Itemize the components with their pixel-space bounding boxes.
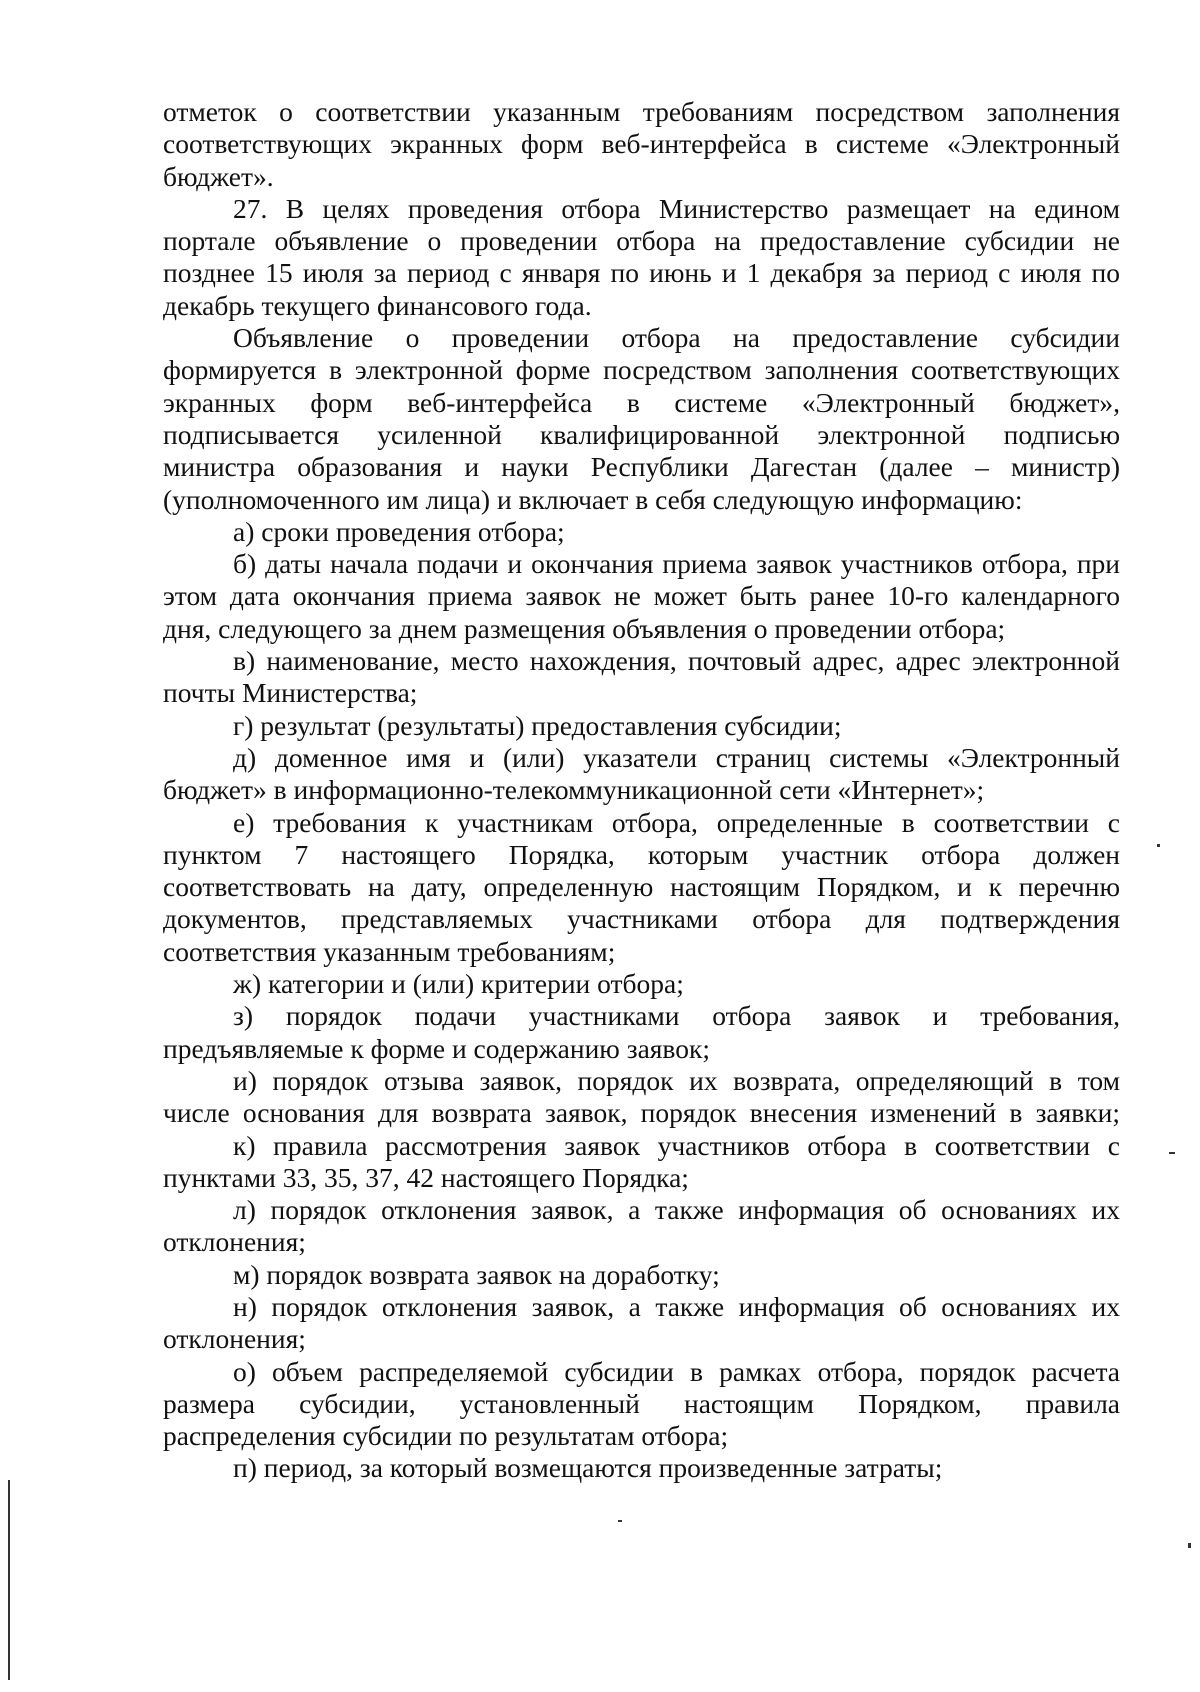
document-text-line: а) сроки проведения отбора; xyxy=(233,515,565,547)
document-text-line: этом дата окончания приема заявок не может быть ранее 10-го календарного xyxy=(163,580,1120,612)
document-text-line: дня, следующего за днем размещения объявления о проведении отбора; xyxy=(163,612,1006,644)
document-text-line: числе основания для возврата заявок, порядок внесения изменений в заявки; xyxy=(163,1097,1120,1129)
document-text-line: предъявляемые к форме и содержанию заявок; xyxy=(163,1032,710,1064)
document-text-line: (уполномоченного им лица) и включает в себя следующую информацию: xyxy=(163,483,1023,515)
document-text-line: д) доменное имя и (или) указатели страниц системы «Электронный xyxy=(233,741,1120,773)
document-text-line: в) наименование, место нахождения, почтовый адрес, адрес электронной xyxy=(233,645,1120,677)
document-text-line: л) порядок отклонения заявок, а также информация об основаниях их xyxy=(233,1194,1120,1226)
document-text-line: соответствовать на дату, определенную настоящим Порядком, и к перечню xyxy=(163,871,1120,903)
scan-speck xyxy=(1169,1152,1175,1154)
document-text-line: м) порядок возврата заявок на доработку; xyxy=(233,1258,720,1290)
document-text-line: н) порядок отклонения заявок, а также информация об основаниях их xyxy=(233,1290,1120,1322)
document-text-line: почты Министерства; xyxy=(163,677,418,709)
document-text-line: и) порядок отзыва заявок, порядок их возврата, определяющий в том xyxy=(233,1064,1120,1096)
document-text-line: п) период, за который возмещаются произведенные затраты; xyxy=(233,1452,943,1484)
document-text-line: 27. В целях проведения отбора Министерство размещает на едином xyxy=(233,192,1120,224)
document-text-line: о) объем распределяемой субсидии в рамках отбора, порядок расчета xyxy=(233,1355,1120,1387)
document-page xyxy=(163,96,1120,1485)
document-text-line: з) порядок подачи участниками отбора заявок и требования, xyxy=(233,1000,1120,1032)
document-text-line: Объявление о проведении отбора на предоставление субсидии xyxy=(233,322,1120,354)
document-text-line: министра образования и науки Республики Дагестан (далее – министр) xyxy=(163,451,1120,483)
scan-speck xyxy=(618,1520,622,1522)
document-text-line: пунктами 33, 35, 37, 42 настоящего Порядка; xyxy=(163,1161,689,1193)
document-text-line: е) требования к участникам отбора, определенные в соответствии с xyxy=(233,806,1120,838)
scan-edge-line xyxy=(8,1480,10,1680)
scan-speck xyxy=(1157,844,1160,847)
document-text-line: отметок о соответствии указанным требованиям посредством заполнения xyxy=(163,96,1120,127)
document-text-line: соответствующих экранных форм веб-интерфейса в системе «Электронный xyxy=(163,128,1120,160)
document-text-line: документов, представляемых участниками отбора для подтверждения xyxy=(163,903,1120,935)
document-text-line: формируется в электронной форме посредством заполнения соответствующих xyxy=(163,354,1120,386)
document-text-line: б) даты начала подачи и окончания приема заявок участников отбора, при xyxy=(233,548,1120,580)
document-text-line: пунктом 7 настоящего Порядка, которым участник отбора должен xyxy=(163,838,1120,870)
document-text-line: ж) категории и (или) критерии отбора; xyxy=(233,968,684,1000)
document-text-line: соответствия указанным требованиям; xyxy=(163,935,616,967)
document-text-line: отклонения; xyxy=(163,1226,306,1258)
scan-speck xyxy=(1188,1543,1191,1548)
document-text-line: декабрь текущего финансового года. xyxy=(163,289,592,321)
document-text-line: бюджет». xyxy=(163,160,274,192)
document-text-line: отклонения; xyxy=(163,1323,306,1355)
document-text-line: распределения субсидии по результатам отбора; xyxy=(163,1420,729,1452)
document-text-line: портале объявление о проведении отбора на предоставление субсидии не xyxy=(163,225,1120,257)
document-text-line: экранных форм веб-интерфейса в системе «Электронный бюджет», xyxy=(163,386,1120,418)
document-text-line: г) результат (результаты) предоставления субсидии; xyxy=(233,709,842,741)
document-text-line: позднее 15 июля за период с января по июнь и 1 декабря за период с июля по xyxy=(163,257,1120,289)
document-text-line: к) правила рассмотрения заявок участников отбора в соответствии с xyxy=(233,1129,1120,1161)
document-text-line: бюджет» в информационно-телекоммуникационной сети «Интернет»; xyxy=(163,774,985,806)
document-text-line: размера субсидии, установленный настоящим Порядком, правила xyxy=(163,1387,1120,1419)
document-text-line: подписывается усиленной квалифицированной электронной подписью xyxy=(163,418,1120,450)
